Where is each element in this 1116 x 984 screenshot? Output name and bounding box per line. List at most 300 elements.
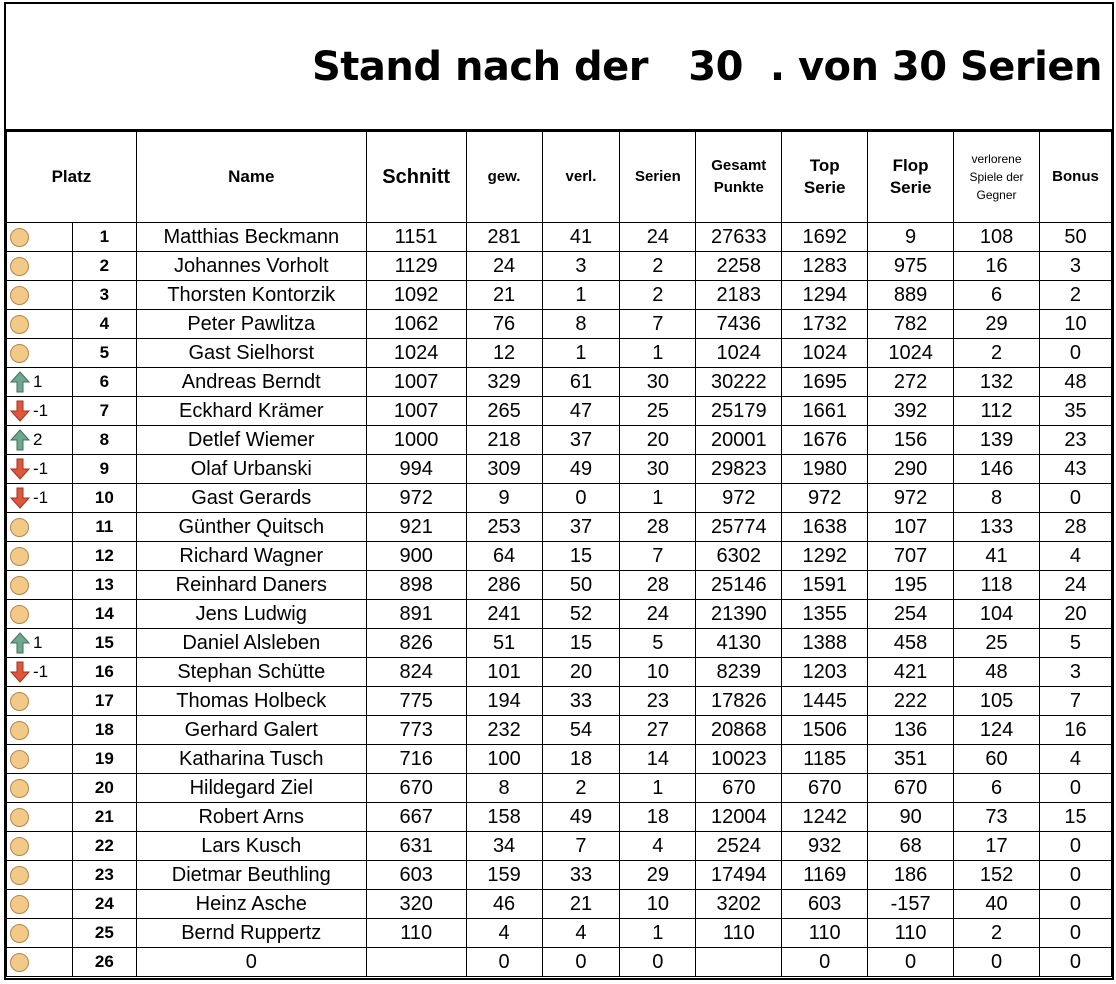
- header-gesamt-line-2: Punkte: [713, 179, 764, 196]
- cell-verlorene: 124: [954, 716, 1040, 745]
- cell-top: 1676: [782, 426, 868, 455]
- table-row: [7, 426, 1112, 455]
- neutral-dot-icon: [10, 895, 29, 914]
- cell-gesamt: 30222: [696, 368, 782, 397]
- cell-gesamt: 29823: [696, 455, 782, 484]
- cell-gesamt: 2258: [696, 252, 782, 281]
- neutral-dot-icon: [10, 837, 29, 856]
- cell-bonus: 43: [1039, 455, 1111, 484]
- cell-serien: 28: [620, 571, 696, 600]
- cell-verlorene: 29: [954, 310, 1040, 339]
- cell-schnitt: 631: [366, 832, 466, 861]
- header-top-serie: [782, 132, 868, 223]
- cell-verl: 61: [542, 368, 620, 397]
- cell-top: 1980: [782, 455, 868, 484]
- cell-bonus: 20: [1039, 600, 1111, 629]
- cell-gesamt: 2183: [696, 281, 782, 310]
- rank-delta: -1: [33, 662, 49, 681]
- cell-top: 1294: [782, 281, 868, 310]
- cell-gesamt: 17494: [696, 861, 782, 890]
- cell-verlorene: 132: [954, 368, 1040, 397]
- cell-gesamt: 25774: [696, 513, 782, 542]
- cell-gesamt: 1024: [696, 339, 782, 368]
- rank-delta: -1: [33, 488, 49, 507]
- rank-cell: 1: [72, 223, 136, 252]
- cell-top: 1024: [782, 339, 868, 368]
- cell-bonus: 23: [1039, 426, 1111, 455]
- cell-gesamt: [696, 948, 782, 977]
- trend-cell: [7, 484, 73, 513]
- cell-name: Matthias Beckmann: [136, 223, 366, 252]
- cell-flop: 290: [868, 455, 954, 484]
- rank-cell: 24: [72, 890, 136, 919]
- cell-serien: 1: [620, 484, 696, 513]
- cell-verlorene: 118: [954, 571, 1040, 600]
- cell-name: Richard Wagner: [136, 542, 366, 571]
- cell-bonus: 15: [1039, 803, 1111, 832]
- header-verlorene-line-2: Spiele der: [969, 170, 1024, 184]
- trend-cell: [7, 513, 73, 542]
- cell-verl: 47: [542, 397, 620, 426]
- cell-gew: 0: [466, 948, 542, 977]
- table-row: [7, 658, 1112, 687]
- cell-schnitt: 670: [366, 774, 466, 803]
- cell-top: 1169: [782, 861, 868, 890]
- header-verlorene-line-1: verlorene: [971, 152, 1022, 166]
- cell-verlorene: 48: [954, 658, 1040, 687]
- cell-verlorene: 60: [954, 745, 1040, 774]
- cell-name: Günther Quitsch: [136, 513, 366, 542]
- table-row: [7, 687, 1112, 716]
- rank-delta: 1: [33, 372, 43, 391]
- cell-flop: 782: [868, 310, 954, 339]
- rank-cell: 16: [72, 658, 136, 687]
- cell-flop: 1024: [868, 339, 954, 368]
- cell-name: Gerhard Galert: [136, 716, 366, 745]
- cell-gew: 100: [466, 745, 542, 774]
- cell-gesamt: 12004: [696, 803, 782, 832]
- cell-top: 603: [782, 890, 868, 919]
- cell-gesamt: 17826: [696, 687, 782, 716]
- cell-serien: 24: [620, 600, 696, 629]
- table-row: [7, 252, 1112, 281]
- header-name: Name: [136, 132, 366, 223]
- cell-flop: 272: [868, 368, 954, 397]
- cell-schnitt: 824: [366, 658, 466, 687]
- cell-bonus: 48: [1039, 368, 1111, 397]
- cell-name: Reinhard Daners: [136, 571, 366, 600]
- table-row: [7, 890, 1112, 919]
- trend-cell: [7, 426, 73, 455]
- header-verlorene-spiele: [954, 132, 1040, 223]
- header-gew: gew.: [466, 132, 542, 223]
- cell-gesamt: 3202: [696, 890, 782, 919]
- cell-verl: 33: [542, 687, 620, 716]
- rank-delta: -1: [33, 459, 49, 478]
- cell-gesamt: 2524: [696, 832, 782, 861]
- cell-bonus: 0: [1039, 484, 1111, 513]
- cell-gew: 241: [466, 600, 542, 629]
- trend-cell: [7, 861, 73, 890]
- table-row: [7, 745, 1112, 774]
- cell-top: 670: [782, 774, 868, 803]
- cell-verl: 18: [542, 745, 620, 774]
- standings-rows: [7, 223, 1112, 977]
- rank-cell: 4: [72, 310, 136, 339]
- cell-top: 1732: [782, 310, 868, 339]
- table-row: [7, 803, 1112, 832]
- cell-name: Andreas Berndt: [136, 368, 366, 397]
- cell-name: 0: [136, 948, 366, 977]
- cell-name: Stephan Schütte: [136, 658, 366, 687]
- cell-schnitt: 1000: [366, 426, 466, 455]
- cell-top: 1388: [782, 629, 868, 658]
- cell-top: 1203: [782, 658, 868, 687]
- table-row: [7, 455, 1112, 484]
- cell-gew: 158: [466, 803, 542, 832]
- rank-cell: 19: [72, 745, 136, 774]
- cell-flop: 972: [868, 484, 954, 513]
- cell-gesamt: 972: [696, 484, 782, 513]
- cell-gew: 194: [466, 687, 542, 716]
- cell-top: 932: [782, 832, 868, 861]
- cell-verl: 33: [542, 861, 620, 890]
- neutral-dot-icon: [10, 721, 29, 740]
- trend-cell: [7, 223, 73, 252]
- neutral-dot-icon: [10, 286, 29, 305]
- cell-serien: 4: [620, 832, 696, 861]
- cell-top: 1242: [782, 803, 868, 832]
- cell-schnitt: 603: [366, 861, 466, 890]
- neutral-dot-icon: [10, 228, 29, 247]
- arrow-down-icon: [10, 487, 30, 509]
- trend-cell: [7, 629, 73, 658]
- cell-flop: 351: [868, 745, 954, 774]
- cell-bonus: 28: [1039, 513, 1111, 542]
- cell-bonus: 2: [1039, 281, 1111, 310]
- cell-verl: 37: [542, 513, 620, 542]
- cell-gew: 309: [466, 455, 542, 484]
- cell-gesamt: 20868: [696, 716, 782, 745]
- table-row: [7, 542, 1112, 571]
- cell-schnitt: 891: [366, 600, 466, 629]
- cell-verl: 4: [542, 919, 620, 948]
- cell-schnitt: 1129: [366, 252, 466, 281]
- cell-bonus: 3: [1039, 658, 1111, 687]
- table-row: [7, 919, 1112, 948]
- cell-verlorene: 25: [954, 629, 1040, 658]
- cell-schnitt: 826: [366, 629, 466, 658]
- cell-top: 1692: [782, 223, 868, 252]
- rank-cell: 2: [72, 252, 136, 281]
- neutral-dot-icon: [10, 344, 29, 363]
- cell-top: 1506: [782, 716, 868, 745]
- cell-gew: 329: [466, 368, 542, 397]
- rank-cell: 7: [72, 397, 136, 426]
- cell-name: Thomas Holbeck: [136, 687, 366, 716]
- cell-verlorene: 152: [954, 861, 1040, 890]
- neutral-dot-icon: [10, 808, 29, 827]
- cell-flop: 186: [868, 861, 954, 890]
- table-row: [7, 513, 1112, 542]
- cell-flop: 90: [868, 803, 954, 832]
- cell-serien: 29: [620, 861, 696, 890]
- cell-name: Thorsten Kontorzik: [136, 281, 366, 310]
- cell-schnitt: 320: [366, 890, 466, 919]
- cell-schnitt: 1007: [366, 397, 466, 426]
- cell-bonus: 0: [1039, 890, 1111, 919]
- rank-cell: 17: [72, 687, 136, 716]
- neutral-dot-icon: [10, 257, 29, 276]
- cell-flop: 889: [868, 281, 954, 310]
- neutral-dot-icon: [10, 518, 29, 537]
- cell-verlorene: 17: [954, 832, 1040, 861]
- cell-schnitt: 1151: [366, 223, 466, 252]
- cell-serien: 0: [620, 948, 696, 977]
- trend-cell: [7, 310, 73, 339]
- cell-verl: 0: [542, 948, 620, 977]
- cell-name: Hildegard Ziel: [136, 774, 366, 803]
- cell-verlorene: 104: [954, 600, 1040, 629]
- table-row: [7, 832, 1112, 861]
- cell-schnitt: 921: [366, 513, 466, 542]
- cell-bonus: 16: [1039, 716, 1111, 745]
- cell-gew: 64: [466, 542, 542, 571]
- cell-gew: 101: [466, 658, 542, 687]
- cell-verl: 1: [542, 339, 620, 368]
- header-flop-serie: [868, 132, 954, 223]
- cell-flop: 107: [868, 513, 954, 542]
- trend-cell: [7, 716, 73, 745]
- cell-name: Gast Sielhorst: [136, 339, 366, 368]
- cell-top: 1355: [782, 600, 868, 629]
- cell-bonus: 50: [1039, 223, 1111, 252]
- cell-verl: 2: [542, 774, 620, 803]
- cell-flop: 975: [868, 252, 954, 281]
- cell-serien: 30: [620, 455, 696, 484]
- rank-cell: 21: [72, 803, 136, 832]
- cell-verlorene: 6: [954, 281, 1040, 310]
- header-serien: Serien: [620, 132, 696, 223]
- header-flop-line-1: Flop: [892, 156, 929, 175]
- trend-cell: [7, 368, 73, 397]
- cell-schnitt: 900: [366, 542, 466, 571]
- rank-cell: 6: [72, 368, 136, 397]
- rank-cell: 15: [72, 629, 136, 658]
- cell-name: Olaf Urbanski: [136, 455, 366, 484]
- trend-cell: [7, 339, 73, 368]
- cell-gew: 8: [466, 774, 542, 803]
- cell-schnitt: 1092: [366, 281, 466, 310]
- cell-gesamt: 21390: [696, 600, 782, 629]
- cell-verl: 49: [542, 455, 620, 484]
- cell-flop: 195: [868, 571, 954, 600]
- cell-bonus: 7: [1039, 687, 1111, 716]
- cell-gew: 34: [466, 832, 542, 861]
- neutral-dot-icon: [10, 605, 29, 624]
- trend-cell: [7, 455, 73, 484]
- cell-serien: 1: [620, 919, 696, 948]
- rank-cell: 20: [72, 774, 136, 803]
- neutral-dot-icon: [10, 866, 29, 885]
- cell-name: Dietmar Beuthling: [136, 861, 366, 890]
- cell-serien: 2: [620, 281, 696, 310]
- cell-verlorene: 133: [954, 513, 1040, 542]
- table-row: [7, 861, 1112, 890]
- cell-bonus: 4: [1039, 542, 1111, 571]
- cell-bonus: 0: [1039, 774, 1111, 803]
- rank-delta: 1: [33, 633, 43, 652]
- trend-cell: [7, 890, 73, 919]
- cell-name: Johannes Vorholt: [136, 252, 366, 281]
- header-bonus: Bonus: [1039, 132, 1111, 223]
- cell-flop: 254: [868, 600, 954, 629]
- cell-verlorene: 2: [954, 919, 1040, 948]
- cell-flop: 68: [868, 832, 954, 861]
- cell-flop: -157: [868, 890, 954, 919]
- trend-cell: [7, 687, 73, 716]
- cell-schnitt: 716: [366, 745, 466, 774]
- standings-table: [6, 131, 1112, 977]
- rank-cell: 13: [72, 571, 136, 600]
- cell-gesamt: 8239: [696, 658, 782, 687]
- cell-schnitt: 110: [366, 919, 466, 948]
- cell-schnitt: 1062: [366, 310, 466, 339]
- cell-verl: 41: [542, 223, 620, 252]
- cell-top: 1695: [782, 368, 868, 397]
- cell-gew: 9: [466, 484, 542, 513]
- rank-cell: 26: [72, 948, 136, 977]
- cell-verlorene: 105: [954, 687, 1040, 716]
- cell-flop: 156: [868, 426, 954, 455]
- cell-serien: 7: [620, 542, 696, 571]
- cell-gew: 253: [466, 513, 542, 542]
- cell-flop: 458: [868, 629, 954, 658]
- header-top-line-2: Serie: [803, 178, 846, 197]
- cell-bonus: 10: [1039, 310, 1111, 339]
- trend-cell: [7, 600, 73, 629]
- cell-serien: 1: [620, 774, 696, 803]
- cell-flop: 707: [868, 542, 954, 571]
- cell-top: 1445: [782, 687, 868, 716]
- neutral-dot-icon: [10, 576, 29, 595]
- table-row: [7, 223, 1112, 252]
- cell-verl: 20: [542, 658, 620, 687]
- trend-cell: [7, 745, 73, 774]
- trend-cell: [7, 658, 73, 687]
- cell-gew: 281: [466, 223, 542, 252]
- table-row: [7, 397, 1112, 426]
- cell-verlorene: 139: [954, 426, 1040, 455]
- rank-cell: 10: [72, 484, 136, 513]
- trend-cell: [7, 252, 73, 281]
- rank-cell: 5: [72, 339, 136, 368]
- cell-top: 0: [782, 948, 868, 977]
- cell-schnitt: 994: [366, 455, 466, 484]
- cell-serien: 1: [620, 339, 696, 368]
- cell-verl: 50: [542, 571, 620, 600]
- rank-cell: 12: [72, 542, 136, 571]
- cell-schnitt: 667: [366, 803, 466, 832]
- cell-verl: 49: [542, 803, 620, 832]
- rank-cell: 23: [72, 861, 136, 890]
- cell-serien: 24: [620, 223, 696, 252]
- trend-cell: [7, 542, 73, 571]
- cell-gesamt: 25146: [696, 571, 782, 600]
- neutral-dot-icon: [10, 779, 29, 798]
- arrow-down-icon: [10, 458, 30, 480]
- cell-top: 1661: [782, 397, 868, 426]
- cell-name: Eckhard Krämer: [136, 397, 366, 426]
- cell-schnitt: 773: [366, 716, 466, 745]
- cell-gew: 46: [466, 890, 542, 919]
- cell-verlorene: 0: [954, 948, 1040, 977]
- header-schnitt: Schnitt: [366, 132, 466, 223]
- cell-serien: 10: [620, 890, 696, 919]
- cell-gesamt: 4130: [696, 629, 782, 658]
- rank-cell: 3: [72, 281, 136, 310]
- cell-verl: 3: [542, 252, 620, 281]
- trend-cell: [7, 571, 73, 600]
- cell-serien: 14: [620, 745, 696, 774]
- cell-flop: 136: [868, 716, 954, 745]
- cell-gew: 4: [466, 919, 542, 948]
- cell-schnitt: [366, 948, 466, 977]
- rank-delta: -1: [33, 401, 49, 420]
- cell-verlorene: 73: [954, 803, 1040, 832]
- rank-cell: 11: [72, 513, 136, 542]
- table-row: [7, 600, 1112, 629]
- cell-name: Katharina Tusch: [136, 745, 366, 774]
- neutral-dot-icon: [10, 750, 29, 769]
- neutral-dot-icon: [10, 315, 29, 334]
- cell-flop: 9: [868, 223, 954, 252]
- cell-flop: 392: [868, 397, 954, 426]
- neutral-dot-icon: [10, 547, 29, 566]
- rank-cell: 9: [72, 455, 136, 484]
- cell-gew: 286: [466, 571, 542, 600]
- cell-serien: 20: [620, 426, 696, 455]
- cell-top: 1591: [782, 571, 868, 600]
- cell-verlorene: 112: [954, 397, 1040, 426]
- neutral-dot-icon: [10, 953, 29, 972]
- header-verl: verl.: [542, 132, 620, 223]
- header-gesamt-punkte: [696, 132, 782, 223]
- cell-verlorene: 2: [954, 339, 1040, 368]
- cell-name: Bernd Ruppertz: [136, 919, 366, 948]
- cell-serien: 10: [620, 658, 696, 687]
- cell-verlorene: 40: [954, 890, 1040, 919]
- cell-top: 110: [782, 919, 868, 948]
- cell-verl: 37: [542, 426, 620, 455]
- neutral-dot-icon: [10, 924, 29, 943]
- cell-flop: 670: [868, 774, 954, 803]
- arrow-up-icon: [10, 632, 30, 654]
- cell-gesamt: 20001: [696, 426, 782, 455]
- cell-bonus: 35: [1039, 397, 1111, 426]
- cell-flop: 222: [868, 687, 954, 716]
- title-box: [6, 4, 1112, 131]
- rank-cell: 22: [72, 832, 136, 861]
- cell-verlorene: 108: [954, 223, 1040, 252]
- cell-flop: 0: [868, 948, 954, 977]
- header-row: [7, 132, 1112, 223]
- table-row: [7, 774, 1112, 803]
- trend-cell: [7, 948, 73, 977]
- header-flop-line-2: Serie: [889, 178, 932, 197]
- cell-verlorene: 16: [954, 252, 1040, 281]
- cell-serien: 30: [620, 368, 696, 397]
